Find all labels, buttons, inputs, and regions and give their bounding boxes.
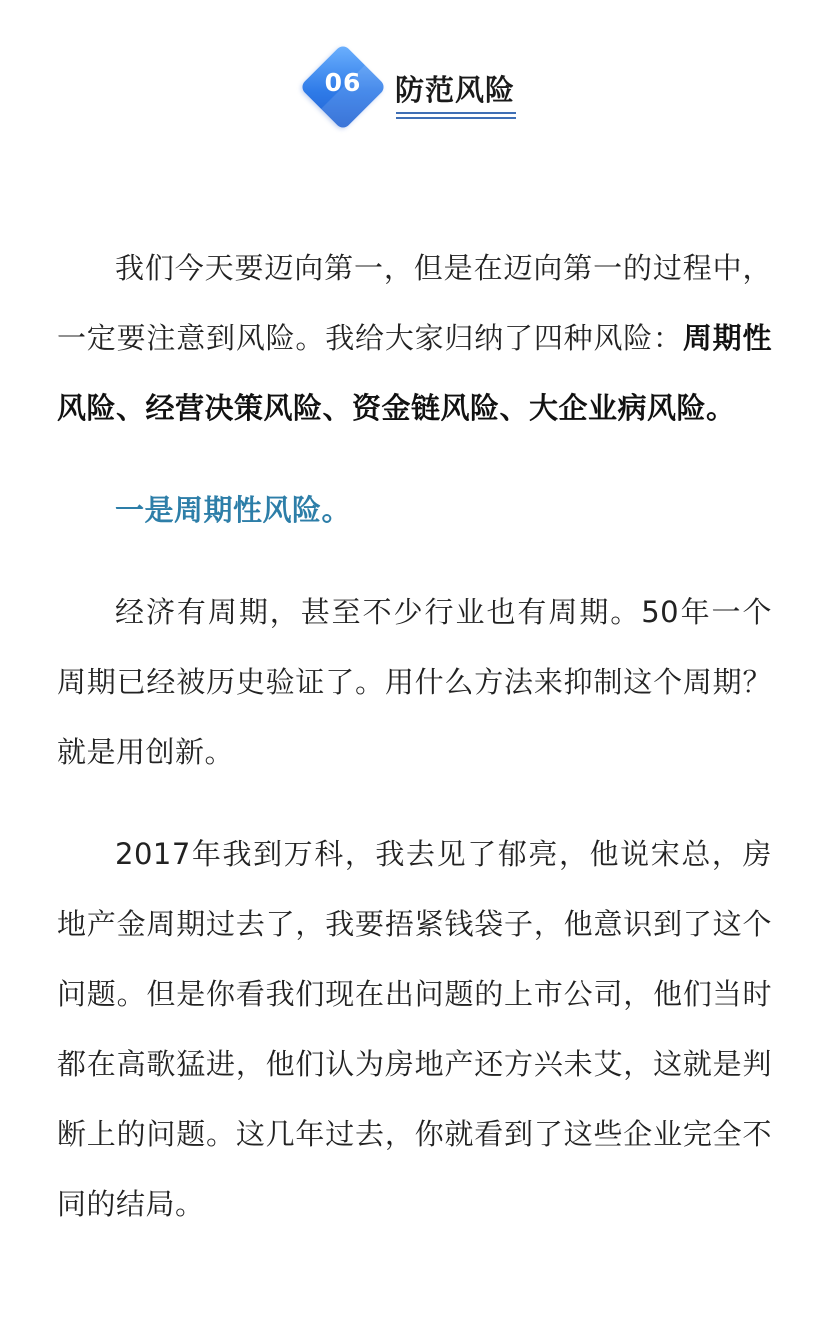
section-number: 06 [324,68,362,97]
intro-risk-list: 周期性风险、经营决策风险、资金链风险、大企业病风险。 [57,321,772,425]
title-underline-bottom [396,117,516,119]
title-underline-top [396,112,516,114]
section-header [300,46,560,136]
paragraph-gap [57,545,772,577]
intro-paragraph [57,233,772,443]
paragraph-gap [57,443,772,475]
paragraph-vanke-story: 2017年我到万科，我去见了郁亮，他说宋总，房地产金周期过去了，我要捂紧钱袋子，他意识到了这个问题。但是你看我们现在出问题的上市公司，他们当时都在高歌猛进，他们认为房地产还方兴未艾，这就是判断上的问题。这几年过去，你就看到了这些企业完全不同的结局。 [57,837,772,1221]
paragraph-gap [57,787,772,819]
article-body [57,233,772,1239]
section-title: 防范风险 [395,73,516,107]
intro-text: 我们今天要迈向第一，但是在迈向第一的过程中，一定要注意到风险。我给大家归纳了四种风险： [57,251,772,355]
subheading-cyclical-risk: 一是周期性风险。 [115,493,352,527]
paragraph-economic-cycle: 经济有周期，甚至不少行业也有周期。50年一个周期已经被历史验证了。用什么方法来抑制这个周期？就是用创新。 [57,595,772,769]
